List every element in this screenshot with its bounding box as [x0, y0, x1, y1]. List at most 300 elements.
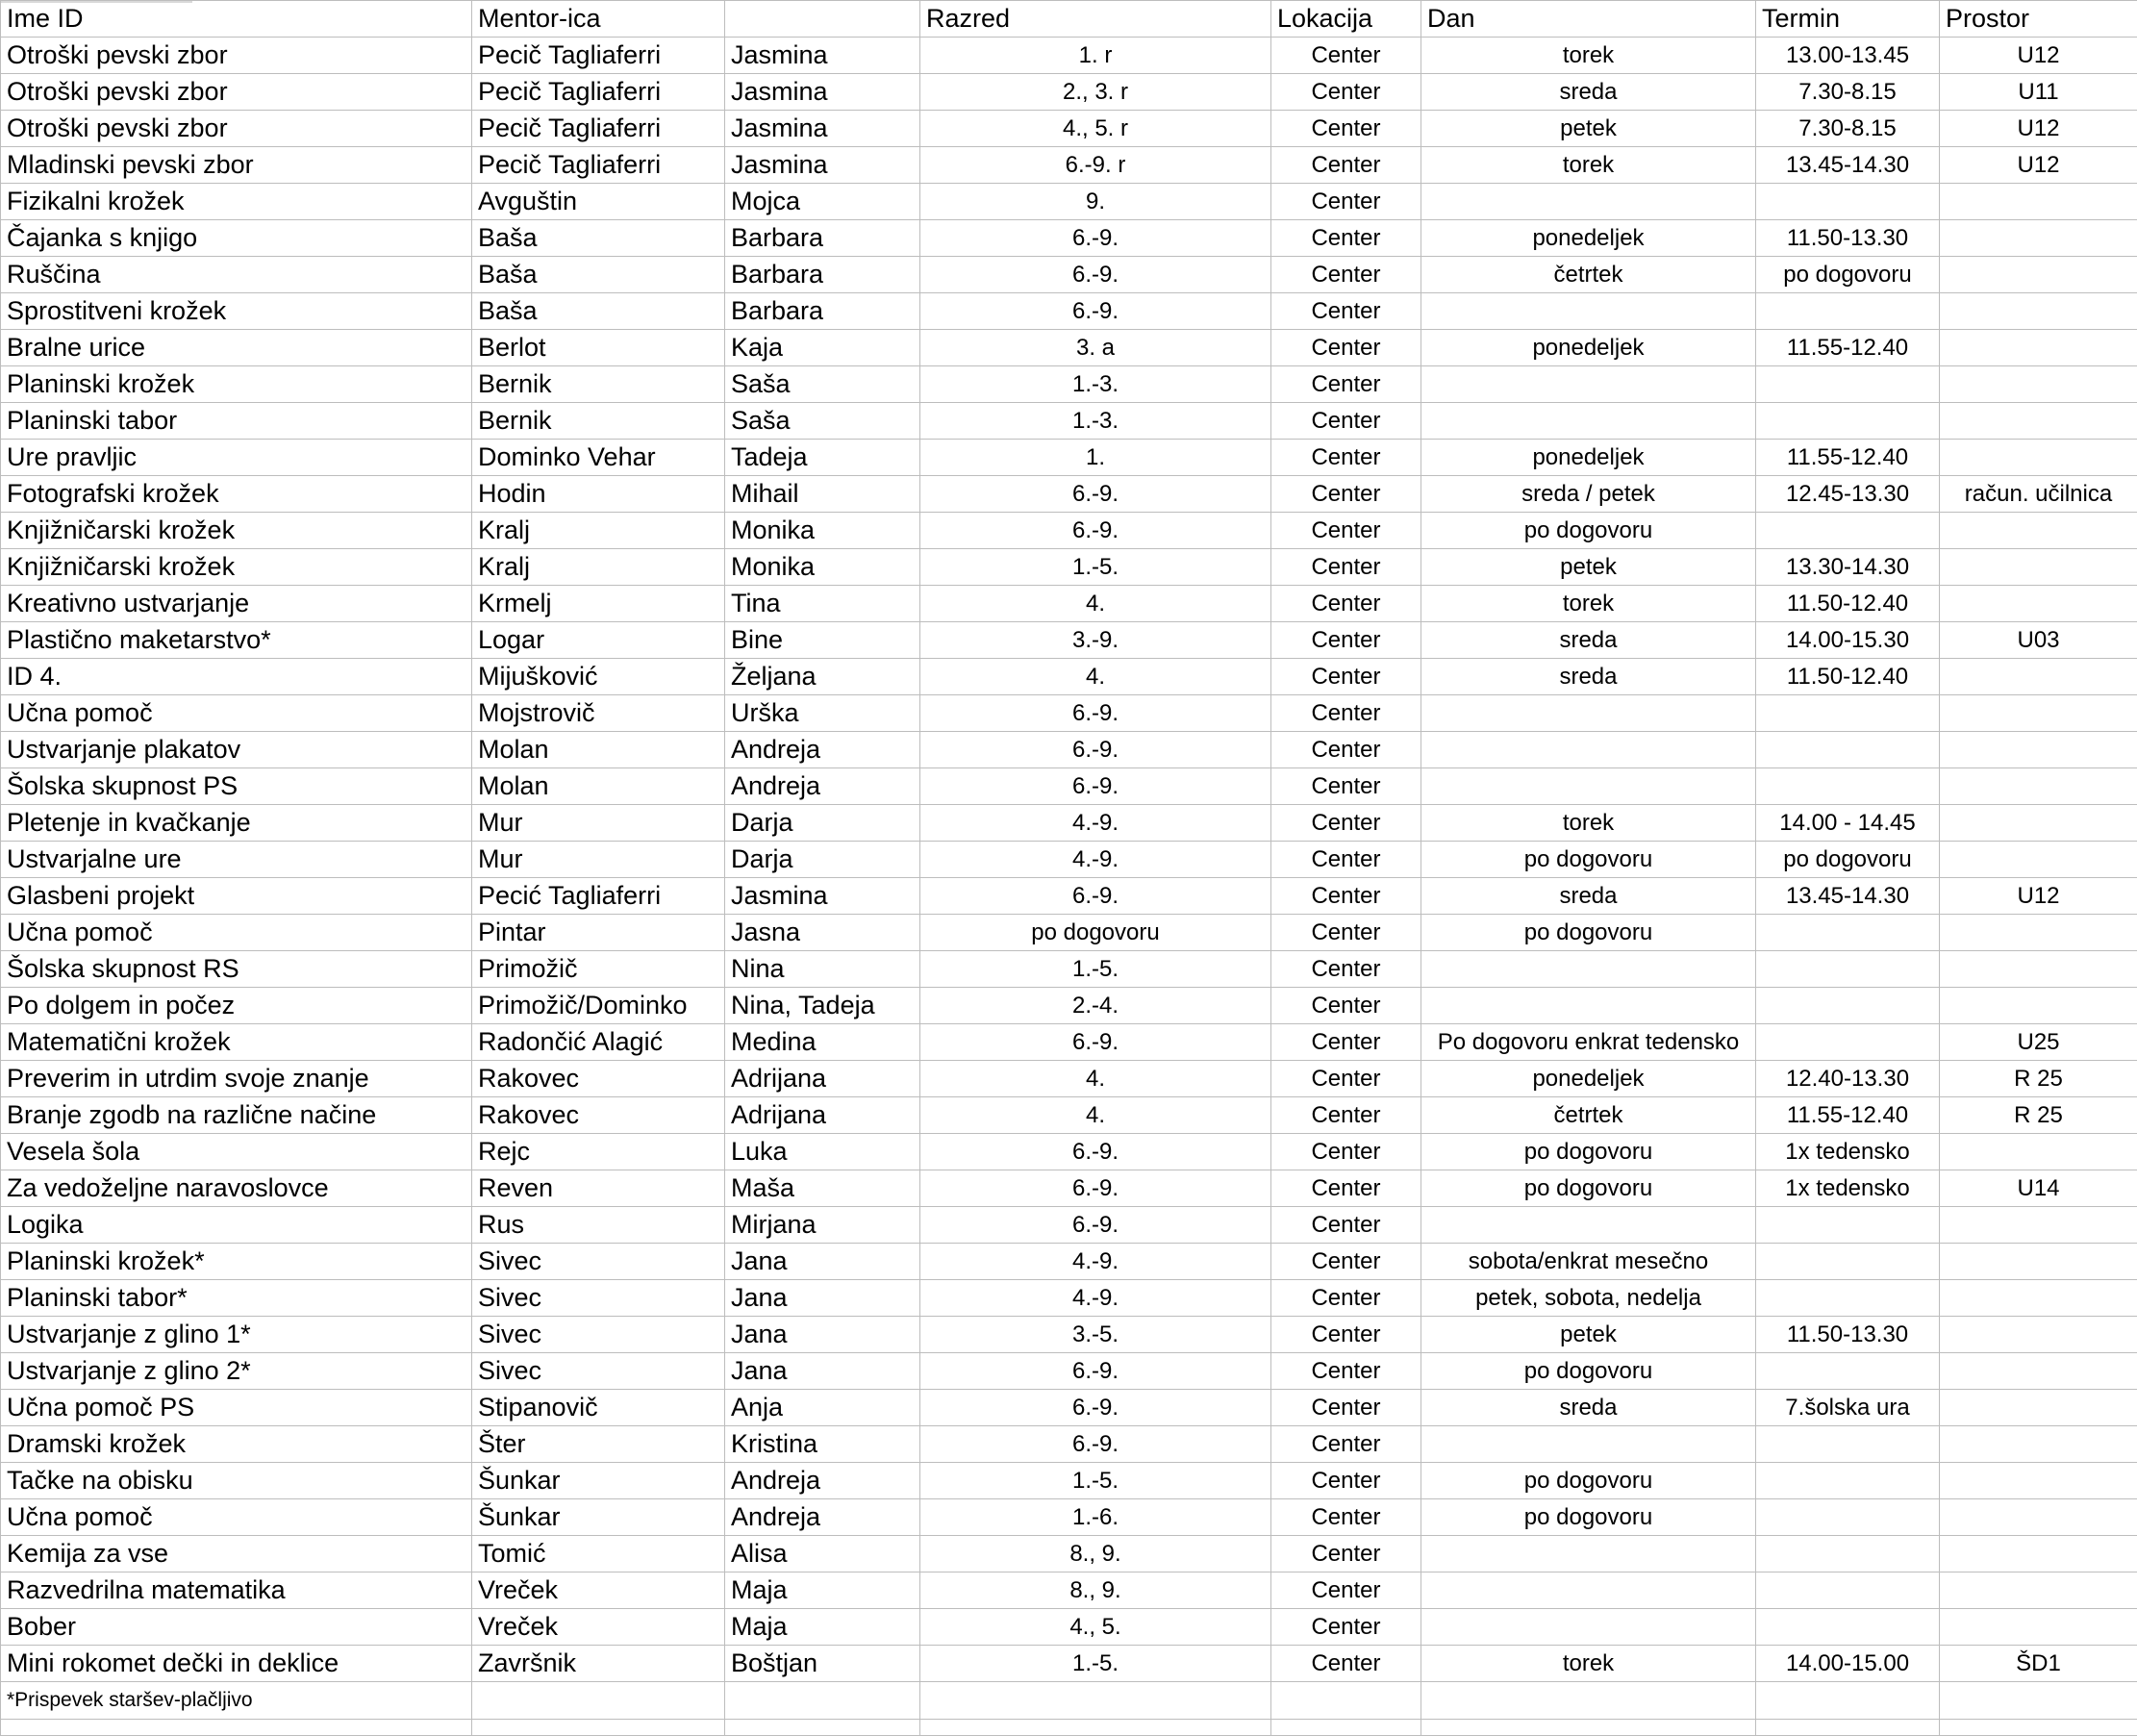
- cell-grade[interactable]: 6.-9.: [920, 1134, 1271, 1170]
- cell-mentor-surname[interactable]: Šter: [472, 1426, 725, 1463]
- cell-time[interactable]: 7.šolska ura: [1756, 1390, 1940, 1426]
- cell-location[interactable]: Center: [1271, 1353, 1421, 1390]
- cell-day[interactable]: po dogovoru: [1421, 1499, 1756, 1536]
- cell-day[interactable]: po dogovoru: [1421, 842, 1756, 878]
- cell-grade[interactable]: 1. r: [920, 38, 1271, 74]
- cell-day[interactable]: [1421, 1426, 1756, 1463]
- cell-grade[interactable]: 4., 5. r: [920, 111, 1271, 147]
- cell-mentor-surname[interactable]: Bernik: [472, 403, 725, 440]
- cell-mentor-name[interactable]: Jasmina: [725, 147, 920, 184]
- cell-room[interactable]: [1940, 659, 2137, 695]
- cell-grade[interactable]: 9.: [920, 184, 1271, 220]
- cell-room[interactable]: [1940, 1463, 2137, 1499]
- cell-activity[interactable]: Ustvarjanje plakatov: [1, 732, 472, 768]
- cell-room[interactable]: [1940, 732, 2137, 768]
- cell-grade[interactable]: 6.-9.: [920, 293, 1271, 330]
- cell-activity[interactable]: Tačke na obisku: [1, 1463, 472, 1499]
- cell-grade[interactable]: 4.-9.: [920, 1244, 1271, 1280]
- cell-room[interactable]: [1940, 1244, 2137, 1280]
- cell-location[interactable]: Center: [1271, 1536, 1421, 1572]
- cell-mentor-surname[interactable]: Mur: [472, 805, 725, 842]
- cell-mentor-surname[interactable]: Reven: [472, 1170, 725, 1207]
- header-cell-razred[interactable]: Razred: [920, 1, 1271, 38]
- cell-location[interactable]: Center: [1271, 549, 1421, 586]
- cell-mentor-surname[interactable]: Mur: [472, 842, 725, 878]
- cell-grade[interactable]: 6.-9.: [920, 476, 1271, 513]
- cell-time[interactable]: [1756, 1426, 1940, 1463]
- cell-location[interactable]: Center: [1271, 878, 1421, 915]
- cell-mentor-name[interactable]: Jasna: [725, 915, 920, 951]
- cell-grade[interactable]: 1.-5.: [920, 1463, 1271, 1499]
- cell-time[interactable]: 13.45-14.30: [1756, 878, 1940, 915]
- cell-location[interactable]: Center: [1271, 513, 1421, 549]
- cell-grade[interactable]: 6.-9.: [920, 695, 1271, 732]
- cell-mentor-surname[interactable]: Pecič Tagliaferri: [472, 74, 725, 111]
- cell-mentor-name[interactable]: Andreja: [725, 1499, 920, 1536]
- cell-room[interactable]: [1940, 842, 2137, 878]
- cell-location[interactable]: Center: [1271, 38, 1421, 74]
- cell-time[interactable]: 11.50-13.30: [1756, 220, 1940, 257]
- cell-grade[interactable]: 1.-6.: [920, 1499, 1271, 1536]
- cell-day[interactable]: petek: [1421, 1317, 1756, 1353]
- cell-room[interactable]: [1940, 403, 2137, 440]
- cell-location[interactable]: Center: [1271, 1207, 1421, 1244]
- cell-time[interactable]: 7.30-8.15: [1756, 111, 1940, 147]
- cell-activity[interactable]: Fizikalni krožek: [1, 184, 472, 220]
- cell-day[interactable]: [1421, 768, 1756, 805]
- cell-activity[interactable]: Planinski tabor*: [1, 1280, 472, 1317]
- cell-mentor-surname[interactable]: Vreček: [472, 1572, 725, 1609]
- cell-room[interactable]: [1940, 1609, 2137, 1646]
- cell-location[interactable]: Center: [1271, 805, 1421, 842]
- cell-grade[interactable]: 3. a: [920, 330, 1271, 366]
- cell-room[interactable]: [1940, 549, 2137, 586]
- cell-mentor-name[interactable]: Monika: [725, 513, 920, 549]
- cell-mentor-name[interactable]: Adrijana: [725, 1097, 920, 1134]
- empty-cell[interactable]: [1756, 1682, 1940, 1720]
- cell-activity[interactable]: Matematični krožek: [1, 1024, 472, 1061]
- cell-grade[interactable]: 6.-9.: [920, 768, 1271, 805]
- cell-activity[interactable]: Knjižničarski krožek: [1, 549, 472, 586]
- cell-mentor-surname[interactable]: Kralj: [472, 549, 725, 586]
- cell-grade[interactable]: 8., 9.: [920, 1572, 1271, 1609]
- cell-location[interactable]: Center: [1271, 586, 1421, 622]
- cell-mentor-name[interactable]: Saša: [725, 403, 920, 440]
- cell-time[interactable]: 11.55-12.40: [1756, 440, 1940, 476]
- cell-location[interactable]: Center: [1271, 403, 1421, 440]
- cell-mentor-name[interactable]: Darja: [725, 805, 920, 842]
- cell-grade[interactable]: 6.-9.: [920, 1426, 1271, 1463]
- cell-activity[interactable]: Otroški pevski zbor: [1, 74, 472, 111]
- cell-grade[interactable]: 6.-9.: [920, 732, 1271, 768]
- cell-day[interactable]: [1421, 293, 1756, 330]
- cell-room[interactable]: U12: [1940, 147, 2137, 184]
- cell-mentor-surname[interactable]: Baša: [472, 293, 725, 330]
- cell-room[interactable]: [1940, 1353, 2137, 1390]
- cell-mentor-surname[interactable]: Sivec: [472, 1317, 725, 1353]
- cell-activity[interactable]: Po dolgem in počez: [1, 988, 472, 1024]
- empty-cell[interactable]: [1421, 1682, 1756, 1720]
- cell-mentor-surname[interactable]: Logar: [472, 622, 725, 659]
- cell-time[interactable]: 12.40-13.30: [1756, 1061, 1940, 1097]
- cell-time[interactable]: 1x tedensko: [1756, 1170, 1940, 1207]
- cell-activity[interactable]: Učna pomoč: [1, 915, 472, 951]
- cell-day[interactable]: sreda: [1421, 1390, 1756, 1426]
- cell-activity[interactable]: Učna pomoč: [1, 695, 472, 732]
- cell-mentor-name[interactable]: Bine: [725, 622, 920, 659]
- cell-time[interactable]: [1756, 293, 1940, 330]
- header-cell-dan[interactable]: Dan: [1421, 1, 1756, 38]
- cell-time[interactable]: 12.45-13.30: [1756, 476, 1940, 513]
- cell-grade[interactable]: 6.-9.: [920, 1390, 1271, 1426]
- cell-room[interactable]: [1940, 805, 2137, 842]
- cell-day[interactable]: ponedeljek: [1421, 1061, 1756, 1097]
- empty-cell[interactable]: [725, 1682, 920, 1720]
- cell-mentor-surname[interactable]: Pecič Tagliaferri: [472, 147, 725, 184]
- cell-mentor-name[interactable]: Jana: [725, 1244, 920, 1280]
- cell-activity[interactable]: Fotografski krožek: [1, 476, 472, 513]
- cell-room[interactable]: U12: [1940, 38, 2137, 74]
- cell-day[interactable]: ponedeljek: [1421, 330, 1756, 366]
- cell-time[interactable]: 14.00 - 14.45: [1756, 805, 1940, 842]
- cell-day[interactable]: [1421, 951, 1756, 988]
- cell-grade[interactable]: 1.-5.: [920, 1646, 1271, 1682]
- cell-grade[interactable]: 4.-9.: [920, 842, 1271, 878]
- cell-mentor-name[interactable]: Monika: [725, 549, 920, 586]
- empty-cell[interactable]: [725, 1720, 920, 1736]
- cell-mentor-surname[interactable]: Bernik: [472, 366, 725, 403]
- cell-grade[interactable]: 1.-5.: [920, 549, 1271, 586]
- cell-mentor-name[interactable]: Jana: [725, 1317, 920, 1353]
- cell-time[interactable]: [1756, 1463, 1940, 1499]
- cell-time[interactable]: [1756, 1024, 1940, 1061]
- cell-mentor-name[interactable]: Barbara: [725, 293, 920, 330]
- cell-day[interactable]: [1421, 1207, 1756, 1244]
- cell-room[interactable]: R 25: [1940, 1097, 2137, 1134]
- cell-time[interactable]: [1756, 1536, 1940, 1572]
- header-cell-termin[interactable]: Termin: [1756, 1, 1940, 38]
- cell-activity[interactable]: Branje zgodb na različne načine: [1, 1097, 472, 1134]
- cell-activity[interactable]: Ruščina: [1, 257, 472, 293]
- cell-mentor-surname[interactable]: Molan: [472, 732, 725, 768]
- empty-cell[interactable]: [1940, 1720, 2137, 1736]
- cell-mentor-name[interactable]: Medina: [725, 1024, 920, 1061]
- cell-mentor-name[interactable]: Maja: [725, 1572, 920, 1609]
- cell-location[interactable]: Center: [1271, 257, 1421, 293]
- cell-activity[interactable]: Preverim in utrdim svoje znanje: [1, 1061, 472, 1097]
- cell-grade[interactable]: 4.: [920, 586, 1271, 622]
- cell-time[interactable]: [1756, 1572, 1940, 1609]
- cell-mentor-name[interactable]: Barbara: [725, 220, 920, 257]
- cell-mentor-name[interactable]: Nina, Tadeja: [725, 988, 920, 1024]
- cell-mentor-surname[interactable]: Sivec: [472, 1244, 725, 1280]
- cell-grade[interactable]: 2., 3. r: [920, 74, 1271, 111]
- header-cell-blank[interactable]: [725, 1, 920, 38]
- cell-mentor-name[interactable]: Urška: [725, 695, 920, 732]
- cell-room[interactable]: [1940, 440, 2137, 476]
- cell-activity[interactable]: Plastično maketarstvo*: [1, 622, 472, 659]
- cell-mentor-name[interactable]: Luka: [725, 1134, 920, 1170]
- cell-grade[interactable]: 4., 5.: [920, 1609, 1271, 1646]
- cell-room[interactable]: U03: [1940, 622, 2137, 659]
- cell-day[interactable]: [1421, 1572, 1756, 1609]
- cell-room[interactable]: [1940, 1499, 2137, 1536]
- cell-day[interactable]: četrtek: [1421, 1097, 1756, 1134]
- header-cell-lokacija[interactable]: Lokacija: [1271, 1, 1421, 38]
- cell-room[interactable]: [1940, 184, 2137, 220]
- cell-time[interactable]: 13.45-14.30: [1756, 147, 1940, 184]
- cell-activity[interactable]: Bober: [1, 1609, 472, 1646]
- cell-location[interactable]: Center: [1271, 1646, 1421, 1682]
- cell-day[interactable]: Po dogovoru enkrat tedensko: [1421, 1024, 1756, 1061]
- cell-grade[interactable]: 6.-9. r: [920, 147, 1271, 184]
- cell-grade[interactable]: po dogovoru: [920, 915, 1271, 951]
- cell-mentor-surname[interactable]: Pecič Tagliaferri: [472, 38, 725, 74]
- cell-time[interactable]: [1756, 403, 1940, 440]
- cell-mentor-surname[interactable]: Baša: [472, 220, 725, 257]
- cell-mentor-name[interactable]: Tadeja: [725, 440, 920, 476]
- cell-grade[interactable]: 1.: [920, 440, 1271, 476]
- cell-time[interactable]: 1x tedensko: [1756, 1134, 1940, 1170]
- cell-day[interactable]: ponedeljek: [1421, 220, 1756, 257]
- cell-day[interactable]: [1421, 732, 1756, 768]
- cell-room[interactable]: račun. učilnica: [1940, 476, 2137, 513]
- cell-mentor-name[interactable]: Mihail: [725, 476, 920, 513]
- cell-day[interactable]: četrtek: [1421, 257, 1756, 293]
- cell-day[interactable]: po dogovoru: [1421, 1134, 1756, 1170]
- cell-activity[interactable]: Otroški pevski zbor: [1, 38, 472, 74]
- cell-room[interactable]: [1940, 988, 2137, 1024]
- cell-grade[interactable]: 1.-3.: [920, 366, 1271, 403]
- cell-grade[interactable]: 6.-9.: [920, 1207, 1271, 1244]
- cell-activity[interactable]: Šolska skupnost RS: [1, 951, 472, 988]
- cell-time[interactable]: po dogovoru: [1756, 842, 1940, 878]
- cell-day[interactable]: po dogovoru: [1421, 915, 1756, 951]
- cell-activity[interactable]: Vesela šola: [1, 1134, 472, 1170]
- cell-room[interactable]: [1940, 293, 2137, 330]
- cell-time[interactable]: [1756, 366, 1940, 403]
- cell-day[interactable]: sreda / petek: [1421, 476, 1756, 513]
- cell-grade[interactable]: 4.: [920, 1097, 1271, 1134]
- footnote-text[interactable]: *Prispevek staršev-plačljivo: [1, 1682, 472, 1720]
- cell-mentor-name[interactable]: Jana: [725, 1353, 920, 1390]
- cell-activity[interactable]: Učna pomoč: [1, 1499, 472, 1536]
- cell-activity[interactable]: Ustvarjanje z glino 1*: [1, 1317, 472, 1353]
- cell-day[interactable]: sreda: [1421, 659, 1756, 695]
- cell-mentor-name[interactable]: Alisa: [725, 1536, 920, 1572]
- cell-location[interactable]: Center: [1271, 1097, 1421, 1134]
- cell-location[interactable]: Center: [1271, 768, 1421, 805]
- cell-day[interactable]: po dogovoru: [1421, 513, 1756, 549]
- cell-mentor-name[interactable]: Jasmina: [725, 38, 920, 74]
- cell-room[interactable]: [1940, 1134, 2137, 1170]
- cell-mentor-name[interactable]: Anja: [725, 1390, 920, 1426]
- cell-time[interactable]: [1756, 1499, 1940, 1536]
- cell-mentor-surname[interactable]: Rakovec: [472, 1061, 725, 1097]
- empty-cell[interactable]: [920, 1682, 1271, 1720]
- cell-grade[interactable]: 4.-9.: [920, 805, 1271, 842]
- cell-room[interactable]: [1940, 768, 2137, 805]
- cell-activity[interactable]: ID 4.: [1, 659, 472, 695]
- cell-day[interactable]: torek: [1421, 1646, 1756, 1682]
- cell-activity[interactable]: Planinski krožek: [1, 366, 472, 403]
- cell-room[interactable]: [1940, 915, 2137, 951]
- cell-mentor-surname[interactable]: Šunkar: [472, 1463, 725, 1499]
- cell-activity[interactable]: Sprostitveni krožek: [1, 293, 472, 330]
- cell-day[interactable]: sreda: [1421, 74, 1756, 111]
- cell-room[interactable]: [1940, 1426, 2137, 1463]
- cell-room[interactable]: U14: [1940, 1170, 2137, 1207]
- cell-room[interactable]: [1940, 513, 2137, 549]
- cell-day[interactable]: sreda: [1421, 878, 1756, 915]
- cell-mentor-surname[interactable]: Dominko Vehar: [472, 440, 725, 476]
- cell-activity[interactable]: Glasbeni projekt: [1, 878, 472, 915]
- cell-time[interactable]: 7.30-8.15: [1756, 74, 1940, 111]
- empty-cell[interactable]: [1271, 1682, 1421, 1720]
- cell-grade[interactable]: 6.-9.: [920, 220, 1271, 257]
- cell-mentor-surname[interactable]: Baša: [472, 257, 725, 293]
- cell-room[interactable]: [1940, 1317, 2137, 1353]
- cell-room[interactable]: [1940, 1572, 2137, 1609]
- cell-location[interactable]: Center: [1271, 293, 1421, 330]
- header-cell-ime-id[interactable]: Ime ID: [1, 1, 472, 38]
- cell-mentor-surname[interactable]: Kralj: [472, 513, 725, 549]
- cell-activity[interactable]: Pletenje in kvačkanje: [1, 805, 472, 842]
- cell-activity[interactable]: Planinski krožek*: [1, 1244, 472, 1280]
- cell-room[interactable]: ŠD1: [1940, 1646, 2137, 1682]
- cell-mentor-surname[interactable]: Sivec: [472, 1353, 725, 1390]
- cell-room[interactable]: [1940, 1390, 2137, 1426]
- cell-time[interactable]: 13.00-13.45: [1756, 38, 1940, 74]
- empty-cell[interactable]: [1, 1720, 472, 1736]
- cell-mentor-name[interactable]: Saša: [725, 366, 920, 403]
- cell-mentor-name[interactable]: Adrijana: [725, 1061, 920, 1097]
- cell-mentor-surname[interactable]: Vreček: [472, 1609, 725, 1646]
- cell-mentor-surname[interactable]: Radončić Alagić: [472, 1024, 725, 1061]
- cell-room[interactable]: [1940, 1207, 2137, 1244]
- cell-activity[interactable]: Ure pravljic: [1, 440, 472, 476]
- cell-time[interactable]: po dogovoru: [1756, 257, 1940, 293]
- cell-mentor-name[interactable]: Boštjan: [725, 1646, 920, 1682]
- cell-mentor-name[interactable]: Jasmina: [725, 878, 920, 915]
- cell-activity[interactable]: Šolska skupnost PS: [1, 768, 472, 805]
- cell-room[interactable]: U11: [1940, 74, 2137, 111]
- cell-room[interactable]: R 25: [1940, 1061, 2137, 1097]
- cell-location[interactable]: Center: [1271, 220, 1421, 257]
- cell-room[interactable]: U12: [1940, 878, 2137, 915]
- header-cell-prostor[interactable]: Prostor: [1940, 1, 2137, 38]
- cell-activity[interactable]: Bralne urice: [1, 330, 472, 366]
- cell-activity[interactable]: Knjižničarski krožek: [1, 513, 472, 549]
- cell-day[interactable]: [1421, 988, 1756, 1024]
- cell-location[interactable]: Center: [1271, 732, 1421, 768]
- cell-mentor-surname[interactable]: Primožič/Dominko: [472, 988, 725, 1024]
- cell-mentor-name[interactable]: Andreja: [725, 768, 920, 805]
- cell-mentor-surname[interactable]: Berlot: [472, 330, 725, 366]
- cell-mentor-name[interactable]: Mirjana: [725, 1207, 920, 1244]
- cell-grade[interactable]: 4.-9.: [920, 1280, 1271, 1317]
- cell-activity[interactable]: Ustvarjalne ure: [1, 842, 472, 878]
- cell-grade[interactable]: 4.: [920, 659, 1271, 695]
- cell-day[interactable]: [1421, 695, 1756, 732]
- cell-location[interactable]: Center: [1271, 111, 1421, 147]
- cell-location[interactable]: Center: [1271, 366, 1421, 403]
- cell-location[interactable]: Center: [1271, 951, 1421, 988]
- cell-day[interactable]: sreda: [1421, 622, 1756, 659]
- cell-time[interactable]: [1756, 1244, 1940, 1280]
- cell-day[interactable]: [1421, 1609, 1756, 1646]
- cell-room[interactable]: [1940, 695, 2137, 732]
- cell-location[interactable]: Center: [1271, 1024, 1421, 1061]
- cell-location[interactable]: Center: [1271, 1572, 1421, 1609]
- cell-mentor-surname[interactable]: Sivec: [472, 1280, 725, 1317]
- cell-grade[interactable]: 1.-3.: [920, 403, 1271, 440]
- cell-location[interactable]: Center: [1271, 695, 1421, 732]
- cell-room[interactable]: [1940, 366, 2137, 403]
- cell-day[interactable]: torek: [1421, 586, 1756, 622]
- cell-location[interactable]: Center: [1271, 842, 1421, 878]
- cell-activity[interactable]: Otroški pevski zbor: [1, 111, 472, 147]
- cell-mentor-name[interactable]: Maja: [725, 1609, 920, 1646]
- cell-activity[interactable]: Mladinski pevski zbor: [1, 147, 472, 184]
- cell-mentor-surname[interactable]: Hodin: [472, 476, 725, 513]
- cell-mentor-name[interactable]: Darja: [725, 842, 920, 878]
- header-cell-mentor[interactable]: Mentor-ica: [472, 1, 725, 38]
- cell-activity[interactable]: Čajanka s knjigo: [1, 220, 472, 257]
- cell-time[interactable]: 14.00-15.00: [1756, 1646, 1940, 1682]
- cell-activity[interactable]: Kemija za vse: [1, 1536, 472, 1572]
- cell-activity[interactable]: Za vedoželjne naravoslovce: [1, 1170, 472, 1207]
- cell-mentor-name[interactable]: Jasmina: [725, 74, 920, 111]
- cell-time[interactable]: [1756, 1353, 1940, 1390]
- cell-location[interactable]: Center: [1271, 622, 1421, 659]
- cell-day[interactable]: [1421, 366, 1756, 403]
- cell-mentor-surname[interactable]: Avguštin: [472, 184, 725, 220]
- cell-activity[interactable]: Logika: [1, 1207, 472, 1244]
- cell-mentor-name[interactable]: Željana: [725, 659, 920, 695]
- cell-mentor-surname[interactable]: Tomić: [472, 1536, 725, 1572]
- cell-room[interactable]: [1940, 257, 2137, 293]
- cell-grade[interactable]: 1.-5.: [920, 951, 1271, 988]
- cell-day[interactable]: torek: [1421, 38, 1756, 74]
- cell-grade[interactable]: 6.-9.: [920, 1170, 1271, 1207]
- cell-time[interactable]: [1756, 1207, 1940, 1244]
- cell-room[interactable]: U12: [1940, 111, 2137, 147]
- cell-mentor-name[interactable]: Barbara: [725, 257, 920, 293]
- cell-mentor-name[interactable]: Tina: [725, 586, 920, 622]
- cell-room[interactable]: [1940, 1536, 2137, 1572]
- cell-room[interactable]: [1940, 220, 2137, 257]
- empty-cell[interactable]: [1756, 1720, 1940, 1736]
- cell-location[interactable]: Center: [1271, 659, 1421, 695]
- cell-day[interactable]: petek, sobota, nedelja: [1421, 1280, 1756, 1317]
- cell-mentor-name[interactable]: Kristina: [725, 1426, 920, 1463]
- cell-location[interactable]: Center: [1271, 1390, 1421, 1426]
- cell-location[interactable]: Center: [1271, 1280, 1421, 1317]
- cell-grade[interactable]: 8., 9.: [920, 1536, 1271, 1572]
- cell-day[interactable]: [1421, 1536, 1756, 1572]
- cell-day[interactable]: [1421, 184, 1756, 220]
- cell-mentor-name[interactable]: Maša: [725, 1170, 920, 1207]
- cell-time[interactable]: 11.55-12.40: [1756, 330, 1940, 366]
- empty-cell[interactable]: [1940, 1682, 2137, 1720]
- cell-time[interactable]: 11.50-12.40: [1756, 586, 1940, 622]
- cell-mentor-name[interactable]: Andreja: [725, 732, 920, 768]
- cell-time[interactable]: [1756, 768, 1940, 805]
- cell-location[interactable]: Center: [1271, 988, 1421, 1024]
- cell-day[interactable]: [1421, 403, 1756, 440]
- cell-location[interactable]: Center: [1271, 915, 1421, 951]
